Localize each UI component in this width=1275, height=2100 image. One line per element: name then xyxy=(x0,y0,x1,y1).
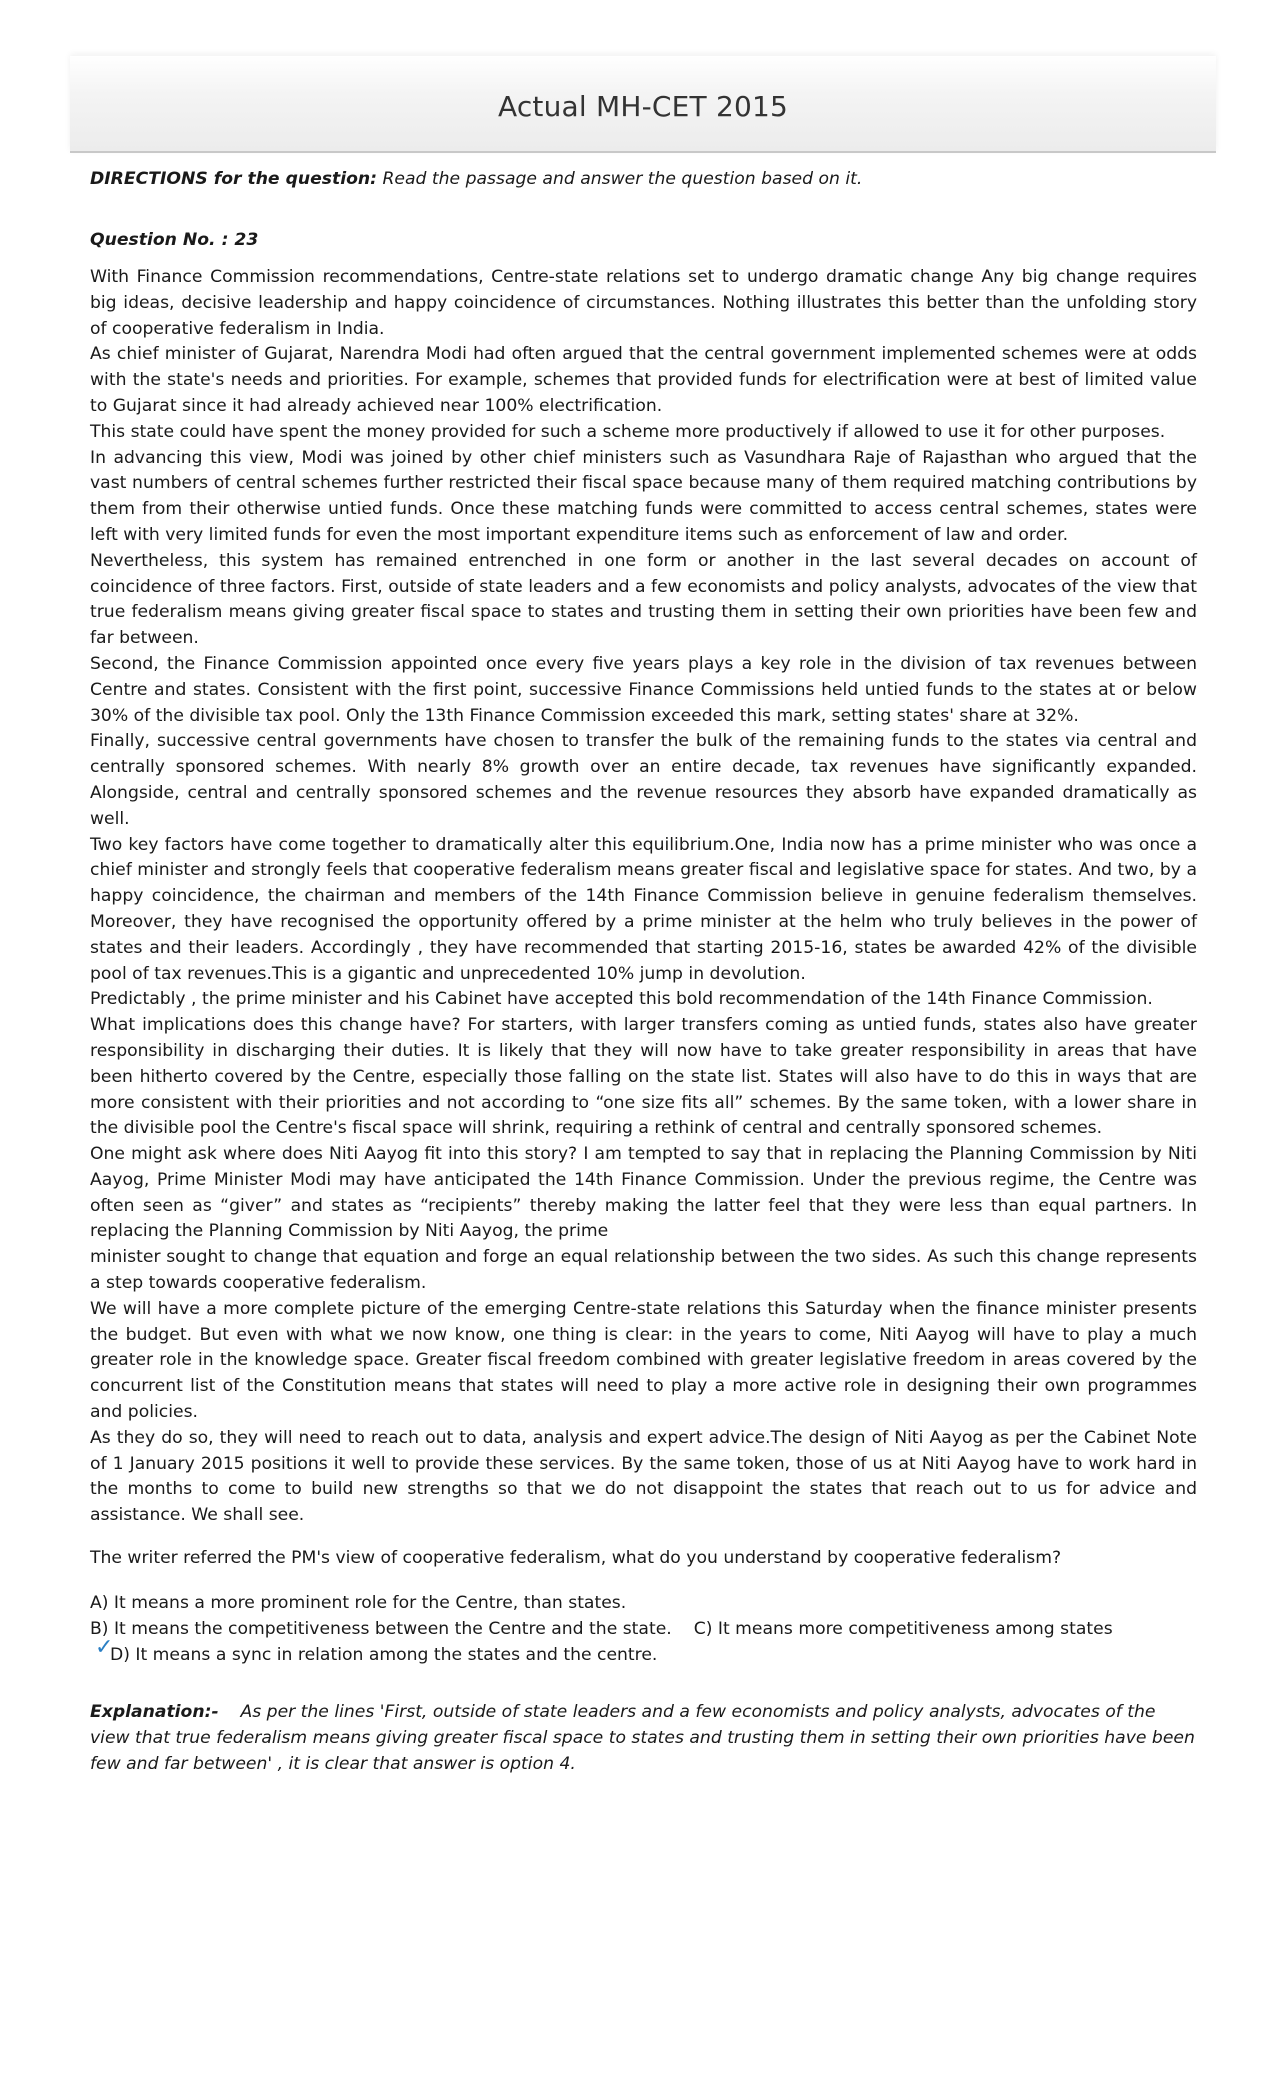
directions-label: DIRECTIONS for the question: xyxy=(90,169,378,189)
page-header xyxy=(70,56,1216,153)
passage-paragraph: We will have a more complete picture of the emerging Centre-state relations this Saturday when the finance minister presents the budget. But even with what we now know, one thing is clear: in the years to come, Niti Aayog will have to play a much greater role in the knowledge space. Greater fiscal freedom combined with greater legislative freedom in areas covered by the concurrent list of the Constitution means that states will need to play a more active role in designing their own programmes and policies. xyxy=(90,1298,1197,1423)
passage-paragraph: Finally, successive central governments have chosen to transfer the bulk of the remaining funds to the states via central and centrally sponsored schemes. With nearly 8% growth over an entire decade, tax revenues have significantly expanded. Alongside, central and centrally sponsored schemes and the revenue resources they absorb have expanded dramatically as well. xyxy=(90,731,1197,829)
passage-paragraph: Nevertheless, this system has remained entrenched in one form or another in the last several decades on account of coincidence of three factors. First, outside of state leaders and a few economists and policy analysts, advocates of the view that true federalism means giving greater fiscal space to states and trusting them in setting their own priorities have been few and far between. xyxy=(90,550,1197,649)
passage-paragraph: This state could have spent the money provided for such a scheme more productively if allowed to use it for other purposes. xyxy=(90,421,1166,442)
option-d-row[interactable] xyxy=(90,1635,1197,1668)
question-number: Question No. : 23 xyxy=(90,230,259,250)
checkmark-icon: ✓ xyxy=(95,1635,114,1661)
passage xyxy=(90,265,1197,1529)
question-content xyxy=(90,164,1197,1794)
passage-paragraph: Two key factors have come together to dramatically alter this equilibrium.One, India now has a prime minister who was once a chief minister and strongly feels that cooperative federalism means greater fiscal and legislative space for states. And two, by a happy coincidence, the chairman and members of the 14th Finance Commission believe in genuine federalism themselves. Moreover, they have recognised the opportunity offered by a prime minister at the helm who truly believes in the power of states and their leaders. Accordingly , they have recommended that starting 2015-16, states be awarded 42% of the divisible pool of tax revenues.This is a gigantic and unprecedented 10% jump in devolution. xyxy=(90,834,1197,984)
passage-paragraph: As chief minister of Gujarat, Narendra Modi had often argued that the central government implemented schemes were at odds with the state's needs and priorities. For example, schemes that provided funds for electrification were at best of limited value to Gujarat since it had already achieved near 100% electrification. xyxy=(90,344,1197,416)
page-title: Actual MH-CET 2015 xyxy=(497,90,789,123)
passage-paragraph: In advancing this view, Modi was joined by other chief ministers such as Vasundhara Raje of Rajasthan who argued that the vast numbers of central schemes further restricted their fiscal space because many of them required matching contributions by them from their otherwise untied funds. Once these matching funds were committed to access central schemes, states were left with very limited funds for even the most important expenditure items such as enforcement of law and order. xyxy=(90,447,1197,545)
passage-paragraph: As they do so, they will need to reach out to data, analysis and expert advice.The design of Niti Aayog as per the Cabinet Note of 1 January 2015 positions it well to provide these services. By the same token, those of us at Niti Aayog have to work hard in the months to come to build new strengths so that we do not disappoint the states that reach out to us for advice and assistance. We shall see. xyxy=(90,1427,1197,1526)
passage-paragraph: minister sought to change that equation and forge an equal relationship between the two sides. As such this change represents a step towards cooperative federalism. xyxy=(90,1247,1197,1294)
passage-paragraph: Second, the Finance Commission appointed once every five years plays a key role in the division of tax revenues between Centre and states. Consistent with the first point, successive Finance Commissions held untied funds to the states at or below 30% of the divisible tax pool. Only the 13th Finance Commission exceeded this mark, setting states' share at 32%. xyxy=(90,653,1197,726)
passage-paragraph: What implications does this change have? For starters, with larger transfers coming as untied funds, states also have greater responsibility in discharging their duties. It is likely that they will now have to take greater responsibility in areas that have been hitherto covered by the Centre, especially those falling on the state list. States will also have to do this in ways that are more consistent with their priorities and not according to “one size fits all” schemes. By the same token, with a lower share in the divisible pool the Centre's fiscal space will shrink, requiring a rethink of central and centrally sponsored schemes. xyxy=(90,1015,1197,1139)
option-c[interactable]: C) It means more competitiveness among states xyxy=(693,1619,1113,1640)
explanation xyxy=(90,1699,1197,1777)
question-text: The writer referred the PM's view of cooperative federalism, what do you understand by cooperative federalism? xyxy=(90,1548,1062,1569)
answer-options xyxy=(90,1590,1197,1668)
option-a[interactable]: A) It means a more prominent role for the Centre, than states. xyxy=(90,1593,627,1614)
directions-text: Read the passage and answer the question based on it. xyxy=(377,169,863,189)
options-row-bc xyxy=(90,1616,1197,1642)
explanation-text: As per the lines 'First, outside of state leaders and a few economists and policy analysts, advocates of the view that true federalism means giving greater fiscal space to states and trusting them in setting their own priorities have been few and far between' , it is clear that answer is option 4. xyxy=(90,1702,1195,1775)
passage-paragraph: With Finance Commission recommendations, Centre-state relations set to undergo dramatic change Any big change requires big ideas, decisive leadership and happy coincidence of circumstances. Nothing illustrates this better than the unfolding story of cooperative federalism in India. xyxy=(90,267,1197,339)
directions xyxy=(90,169,1197,189)
explanation-label: Explanation:- xyxy=(90,1702,219,1723)
passage-paragraph: Predictably , the prime minister and his Cabinet have accepted this bold recommendation of the 14th Finance Commission. xyxy=(90,989,1153,1010)
option-d[interactable]: D) It means a sync in relation among the states and the centre. xyxy=(110,1645,658,1666)
passage-paragraph: One might ask where does Niti Aayog fit into this story? I am tempted to say that in replacing the Planning Commission by Niti Aayog, Prime Minister Modi may have anticipated the 14th Finance Commission. Under the previous regime, the Centre was often seen as “giver” and states as “recipients” thereby making the latter feel that they were less than equal partners. In replacing the Planning Commission by Niti Aayog, the prime xyxy=(90,1144,1197,1242)
option-b[interactable]: B) It means the competitiveness between the Centre and the state. xyxy=(90,1619,672,1640)
